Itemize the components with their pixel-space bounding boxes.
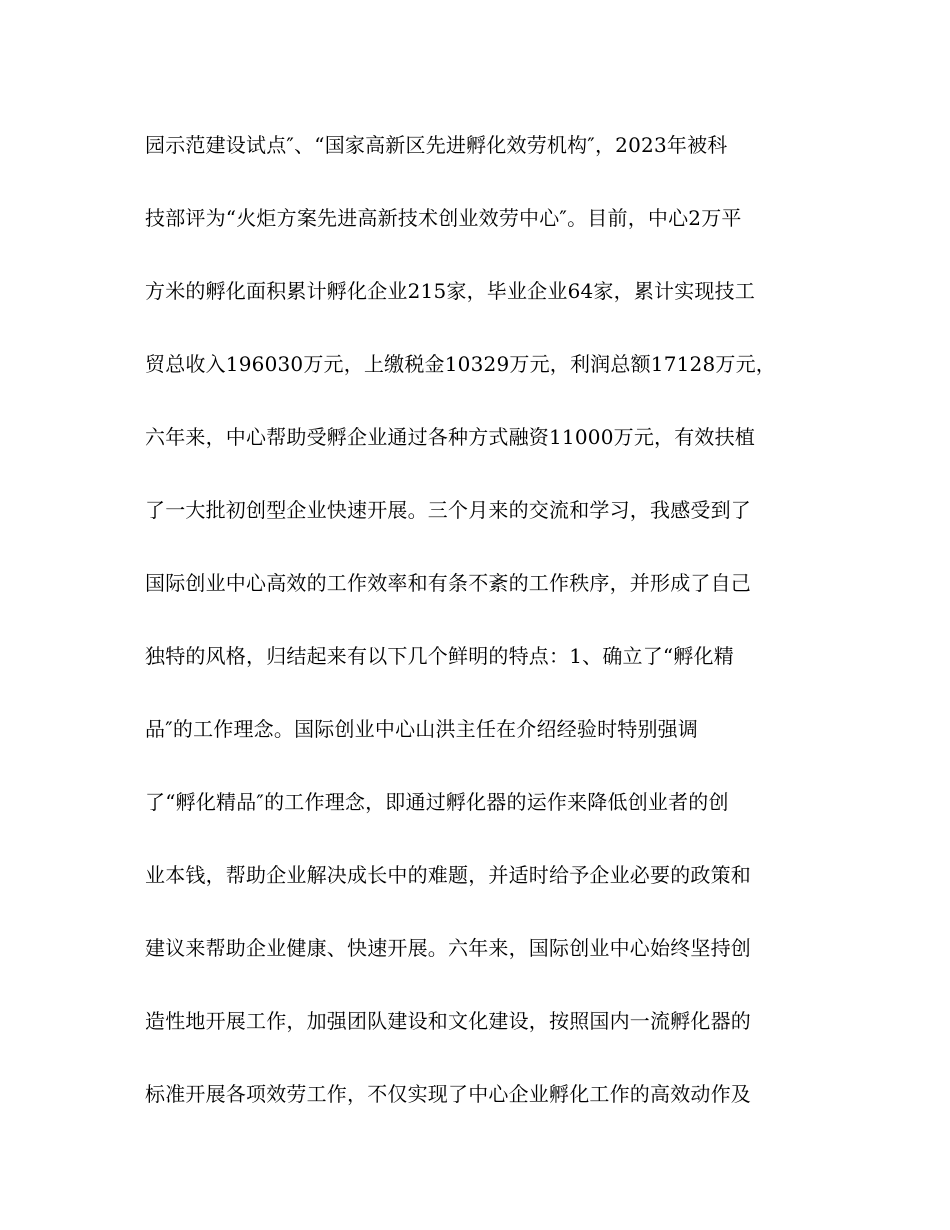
text-line: 标准开展各项效劳工作，不仅实现了中心企业孵化工作的高效动作及 [145, 1082, 751, 1106]
text-line: 了一大批初创型企业快速开展。三个月来的交流和学习，我感受到了 [145, 498, 751, 522]
text-line: 方米的孵化面积累计孵化企业215家，毕业企业64家，累计实现技工 [145, 279, 756, 303]
text-line: 业本钱，帮助企业解决成长中的难题，并适时给予企业必要的政策和 [145, 863, 751, 887]
text-line: 造性地开展工作，加强团队建设和文化建设，按照国内一流孵化器的 [145, 1009, 751, 1033]
text-line: 国际创业中心高效的工作效率和有条不紊的工作秩序，并形成了自己 [145, 571, 751, 595]
text-line: 园示范建设试点″、“国家高新区先进孵化效劳机构″，2023年被科 [145, 133, 728, 157]
text-line: 六年来，中心帮助受孵企业通过各种方式融资11000万元，有效扶植 [145, 425, 756, 449]
text-line: 了“孵化精品″的工作理念，即通过孵化器的运作来降低创业者的创 [145, 790, 729, 814]
text-line: 品″的工作理念。国际创业中心山洪主任在介绍经验时特别强调 [145, 717, 699, 741]
text-line: 贸总收入196030万元，上缴税金10329万元，利润总额17128万元， [145, 352, 776, 376]
text-line: 建议来帮助企业健康、快速开展。六年来，国际创业中心始终坚持创 [145, 936, 751, 960]
text-line: 独特的风格，归结起来有以下几个鲜明的特点：1、确立了“孵化精 [145, 644, 734, 668]
text-line: 技部评为“火炬方案先进高新技术创业效劳中心″。目前，中心2万平 [145, 206, 742, 230]
